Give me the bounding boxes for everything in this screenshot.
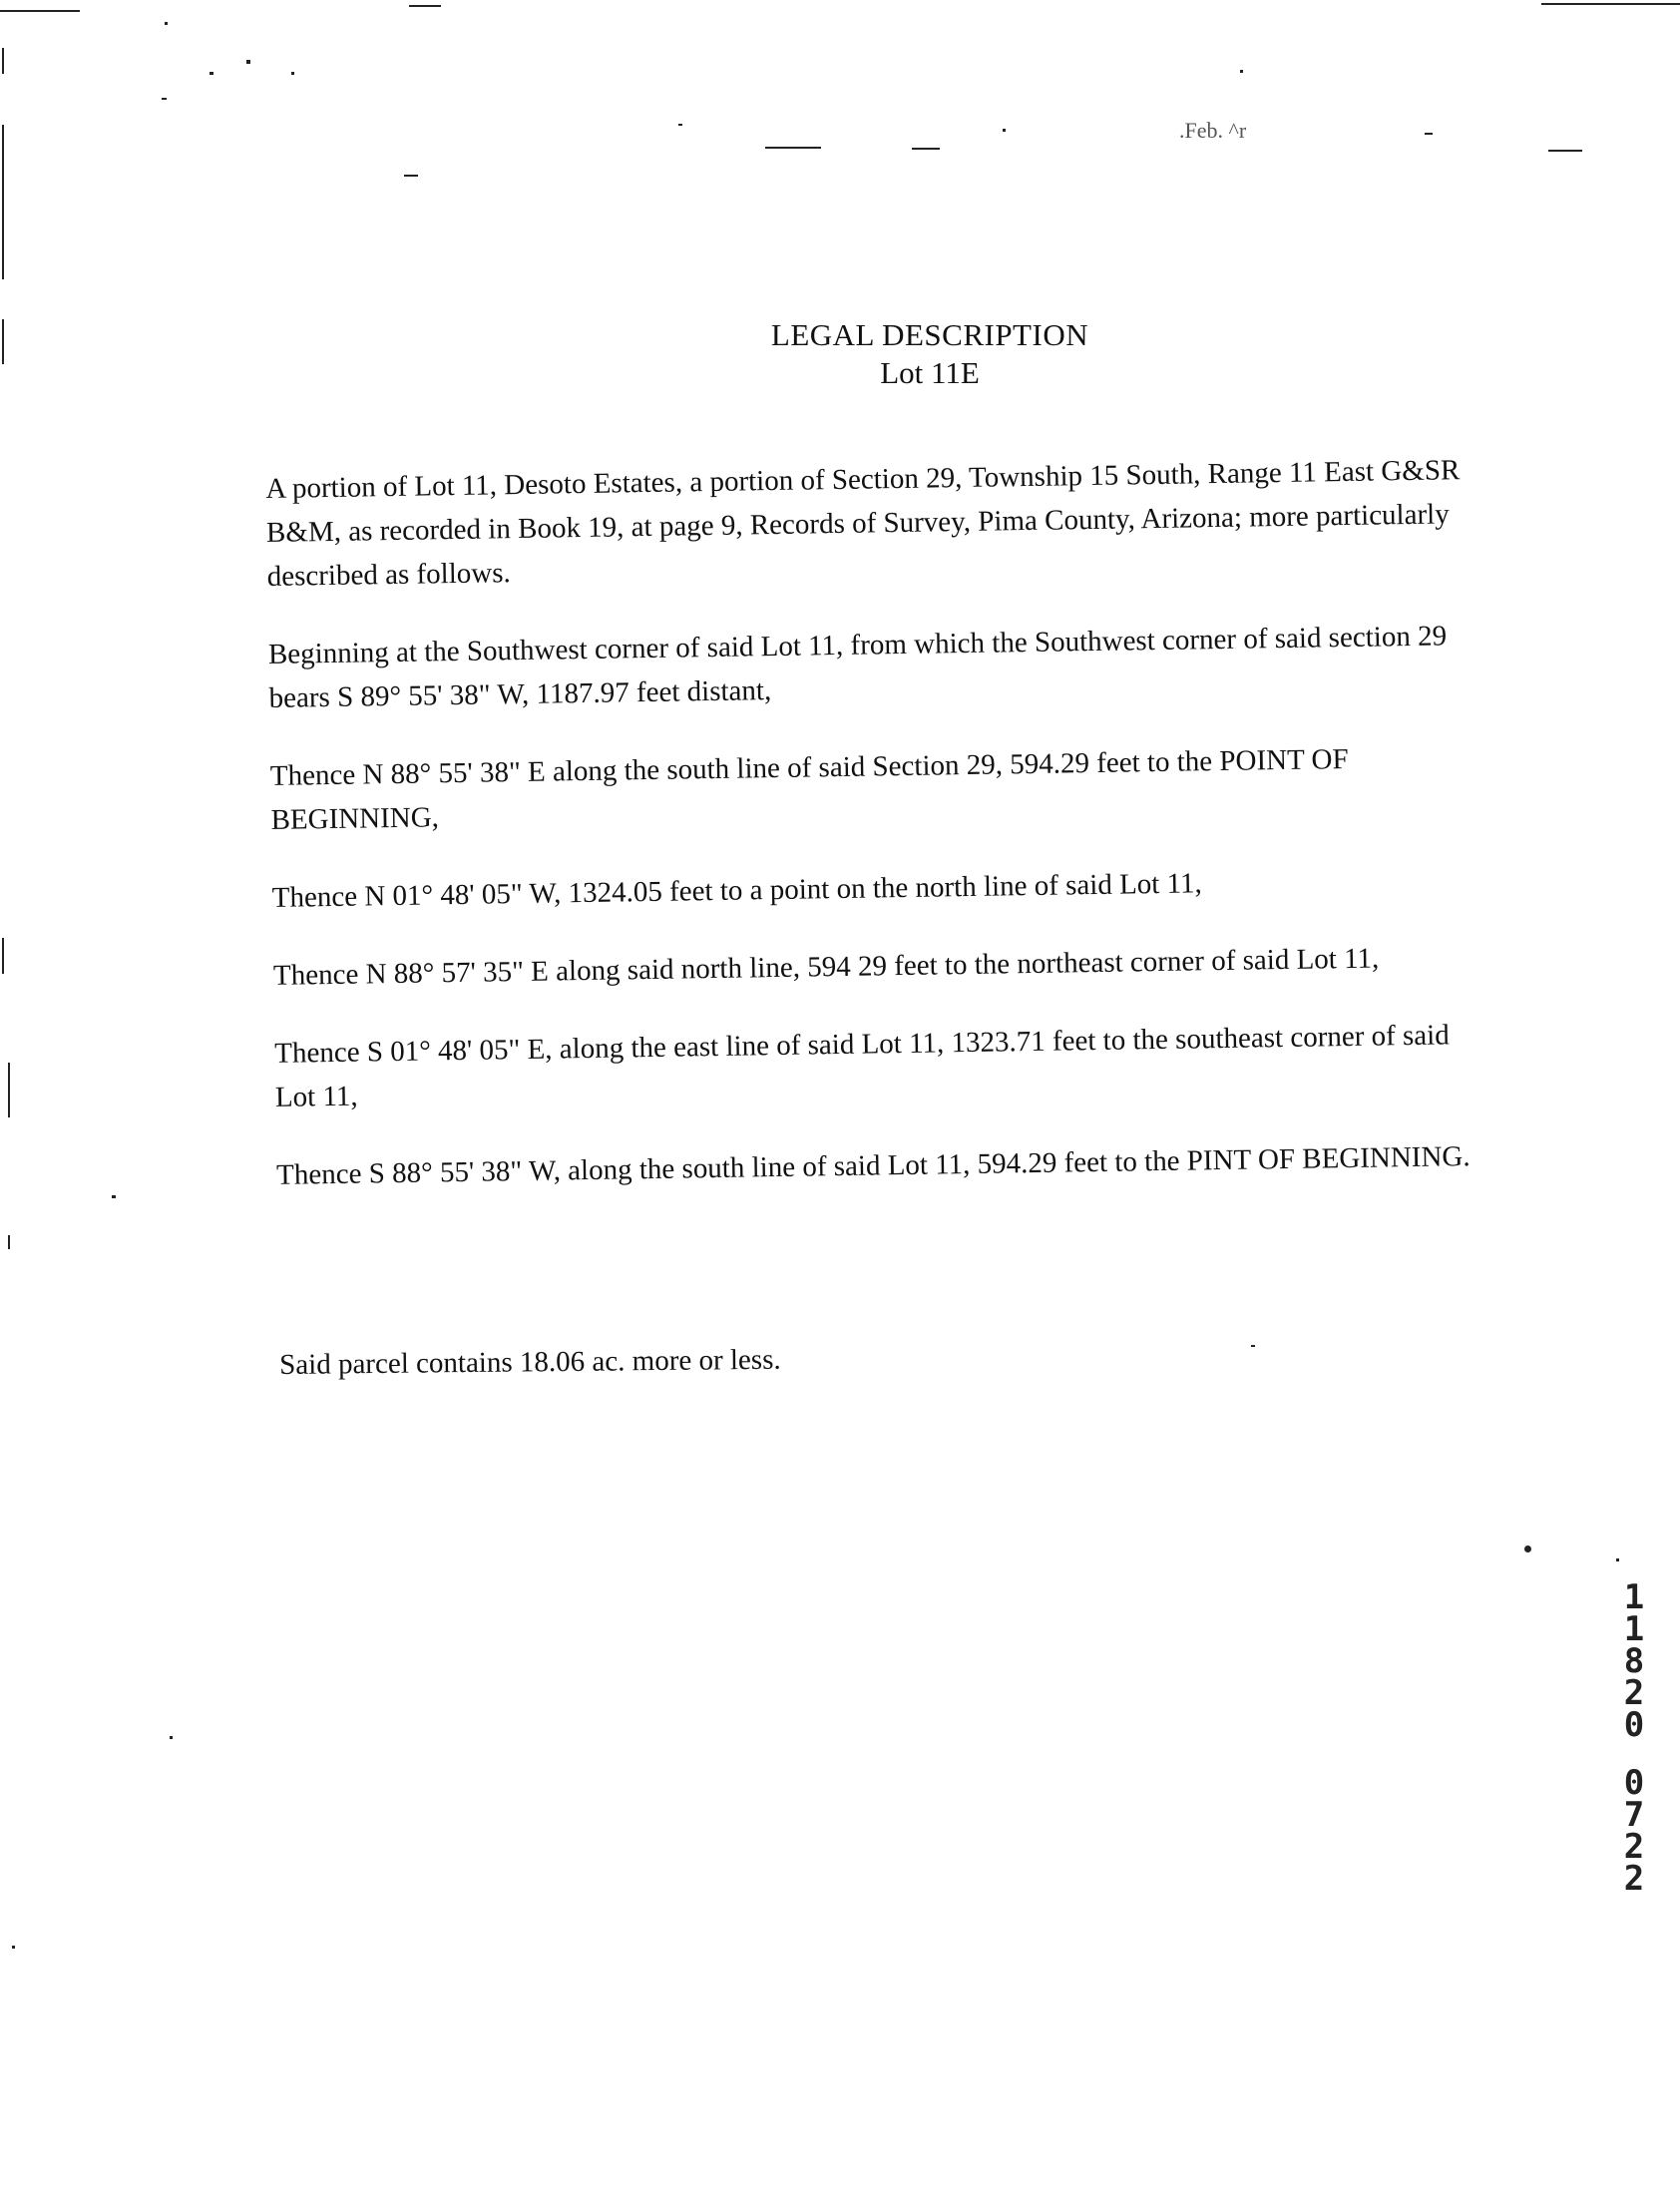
paragraph-course-3: Thence N 88° 57' 35" E along said north line, 594 29 feet to the northeast corner of said Lot 11, <box>272 942 1380 992</box>
scan-speck <box>1524 1546 1531 1552</box>
stamp-digit: 7 <box>1623 1795 1645 1835</box>
scan-speck <box>1425 133 1433 135</box>
scan-speck <box>291 72 294 75</box>
stamp-digit: 1 <box>1623 1609 1645 1649</box>
paragraph-course-5: Thence S 88° 55' 38" W, along the south line of said Lot 11, 594.29 feet to the PINT OF BEGINNING. <box>275 1140 1470 1191</box>
header-smudge-text: .Feb. ^r <box>1179 118 1247 143</box>
document-subtitle: Lot 11E <box>880 355 980 390</box>
scan-speck <box>246 60 250 64</box>
scan-edge-left-1 <box>2 48 4 74</box>
paragraph-course-1: Thence N 88° 55' 38" E along the south line of said Section 29, 594.29 feet to the POINT OF BEGINNING, <box>269 742 1349 836</box>
title-block <box>0 317 1680 391</box>
scan-speck <box>1616 1558 1619 1561</box>
paragraph-course-2: Thence N 01° 48' 05" W, 1324.05 feet to a point on the north line of said Lot 11, <box>271 867 1202 914</box>
paragraph-intro: A portion of Lot 11, Desoto Estates, a portion of Section 29, Township 15 South, Range 11 East G&SR B&M, as recorded in Book 19, at page 9, Records of Survey, Pima County, Arizona; more particularly described as follows. <box>265 454 1461 593</box>
scan-border-line-top-left <box>0 10 80 12</box>
stamp-digit: 2 <box>1623 1673 1645 1713</box>
scan-border-line-top-center <box>409 5 441 7</box>
stamp-digit: 0 <box>1623 1705 1645 1745</box>
recording-number-stamp <box>1614 1577 1654 1899</box>
stamp-digit: 8 <box>1623 1641 1645 1681</box>
scan-speck <box>765 147 821 149</box>
scan-speck <box>1240 70 1243 73</box>
scan-edge-left-2 <box>2 125 4 279</box>
scan-speck <box>912 148 940 150</box>
scan-speck <box>404 175 418 177</box>
scan-speck <box>678 124 682 126</box>
scan-speck <box>170 1736 173 1739</box>
scan-speck <box>112 1195 116 1198</box>
paragraph-course-4: Thence S 01° 48' 05" E, along the east line of said Lot 11, 1323.71 feet to the southeast corner of said Lot 11, <box>273 1019 1450 1113</box>
closing-statement: Said parcel contains 18.06 ac. more or less. <box>279 1343 781 1381</box>
scan-edge-left-4 <box>2 938 4 974</box>
stamp-digit: 0 <box>1623 1763 1645 1803</box>
scan-border-line-right <box>1548 150 1582 152</box>
stamp-digit: 2 <box>1623 1859 1645 1899</box>
scan-edge-left-6 <box>8 1235 10 1249</box>
stamp-digit: 1 <box>1623 1577 1645 1617</box>
scan-speck <box>165 22 168 25</box>
scan-border-line-top-right <box>1541 3 1680 5</box>
scan-speck <box>210 72 213 75</box>
scan-speck <box>1251 1345 1255 1347</box>
paragraph-beginning: Beginning at the Southwest corner of said Lot 11, from which the Southwest corner of said section 29 bears S 89° 55' 38" W, 1187.97 feet distant, <box>267 620 1448 714</box>
scan-edge-left-5 <box>8 1063 10 1117</box>
legal-description-body <box>265 448 1474 1231</box>
scan-speck <box>1003 129 1006 132</box>
document-title: LEGAL DESCRIPTION <box>770 317 1089 352</box>
scan-speck <box>12 1946 15 1949</box>
stamp-digit: 2 <box>1623 1827 1645 1867</box>
scan-speck <box>162 98 167 100</box>
